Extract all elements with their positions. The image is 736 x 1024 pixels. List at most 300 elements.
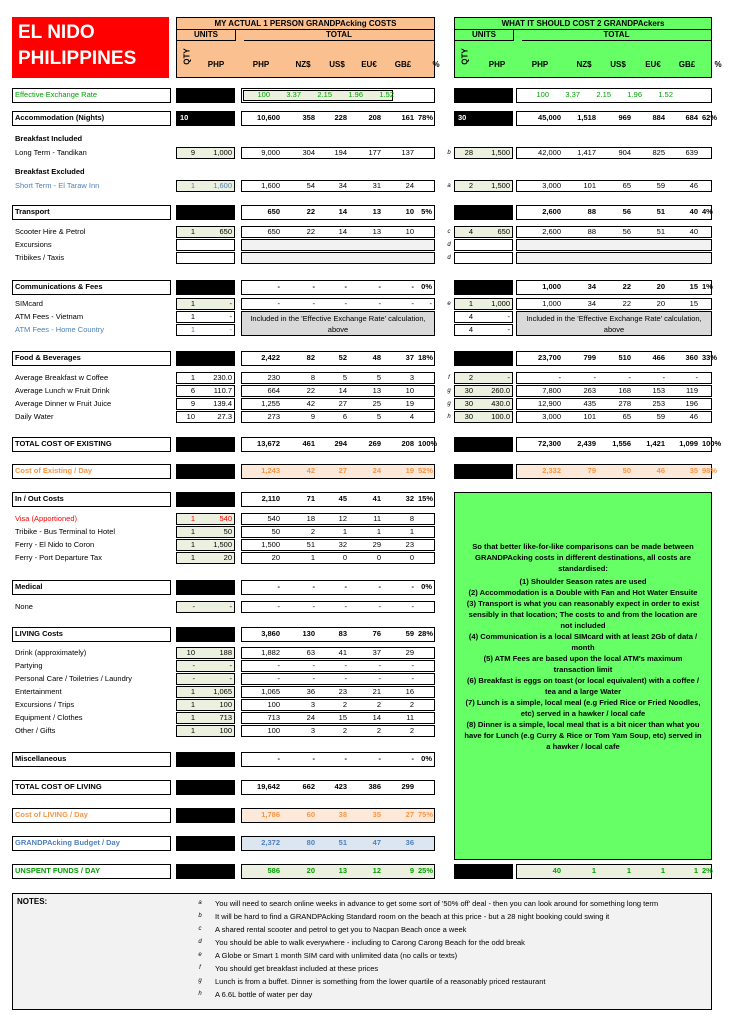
rate-black xyxy=(176,88,235,103)
cell-value: - xyxy=(312,661,315,670)
qty-black xyxy=(176,627,235,642)
qty-black-right xyxy=(454,437,513,452)
cell-value: 22 xyxy=(306,386,315,395)
php-value: 100 xyxy=(219,700,232,709)
cell-value: 299 xyxy=(401,782,414,791)
cell-value: 2,110 xyxy=(261,494,280,503)
column-header: % xyxy=(714,60,722,69)
php-value-right: - xyxy=(507,373,510,382)
cell-value: 1,099 xyxy=(679,439,698,448)
units-cell-right xyxy=(454,239,513,251)
qty-value: 1 xyxy=(190,713,195,722)
cell-value: - xyxy=(411,299,414,308)
cell-value: 65 xyxy=(622,412,631,421)
note-ref: f xyxy=(448,375,450,381)
cell-value: 101 xyxy=(583,412,596,421)
cell-value: 253 xyxy=(652,399,665,408)
note-text: A shared rental scooter and petrol to get you to Nacpan Beach once a week xyxy=(215,925,467,934)
note-text: You should get breakfast included at these prices xyxy=(215,964,379,973)
cell-value: - xyxy=(344,282,347,291)
qty-value: 1 xyxy=(190,527,195,536)
cell-value: - xyxy=(344,754,347,763)
cell-value: 1,417 xyxy=(577,148,596,157)
cell-value: - xyxy=(662,373,665,382)
cell-value: 80 xyxy=(306,838,315,847)
cell-value: 1,000 xyxy=(542,299,561,308)
cell-value: 3 xyxy=(409,373,414,382)
qty-value-right: 4 xyxy=(468,325,473,334)
row-label: Tribikes / Taxis xyxy=(15,253,65,262)
cell-value: 100% xyxy=(702,439,722,448)
row-label: Ferry - El Nido to Coron xyxy=(15,540,95,549)
cell-value: 119 xyxy=(686,386,698,395)
cell-value: 2 xyxy=(342,726,347,735)
column-header: PHP xyxy=(531,60,549,69)
row-label: SIMcard xyxy=(15,299,43,308)
php-value: 110.7 xyxy=(213,386,232,395)
qty-value: - xyxy=(192,674,195,683)
cell-value: - xyxy=(411,661,414,670)
cell-value: 59 xyxy=(405,629,414,638)
cell-value: 59 xyxy=(656,181,665,190)
qty-value-right: 30 xyxy=(464,399,473,408)
cell-value: 0 xyxy=(409,553,414,562)
cell-value: 52% xyxy=(418,466,434,475)
cell-value: 41 xyxy=(338,648,347,657)
column-header: NZ$ xyxy=(576,60,592,69)
note-key: g xyxy=(198,978,202,984)
section-label: LIVING Costs xyxy=(15,629,63,638)
cell-value: 38 xyxy=(338,810,347,819)
qty-value: 1 xyxy=(190,227,195,236)
qty-value-right: 4 xyxy=(468,312,473,321)
cell-value: - xyxy=(378,602,381,611)
cell-value: 2 xyxy=(310,527,315,536)
standard-rule: (3) Transport is what you can reasonably expect in order to exist sensibly in that location; The costs to and from the location are not included xyxy=(466,599,700,630)
cell-value: 27 xyxy=(338,399,347,408)
cell-value: 10,600 xyxy=(257,113,280,122)
cell-value: 72,300 xyxy=(538,439,561,448)
cell-value: 5 xyxy=(376,412,381,421)
cell-value: - xyxy=(378,754,381,763)
cell-value: 34 xyxy=(587,282,596,291)
cell-value: - xyxy=(277,582,280,591)
php-value: 139.4 xyxy=(213,399,232,408)
cell-value: 20 xyxy=(656,299,665,308)
php-value: 230.0 xyxy=(213,373,232,382)
cell-value: 194 xyxy=(334,148,347,157)
cell-value: 24 xyxy=(372,466,381,475)
note-ref: c xyxy=(447,229,451,235)
cell-value: - xyxy=(312,282,315,291)
cell-value: 16 xyxy=(405,687,414,696)
cell-value: - xyxy=(277,661,280,670)
cell-value: 228 xyxy=(334,113,347,122)
cell-value: 35 xyxy=(689,466,698,475)
cell-value: 161 xyxy=(401,113,414,122)
cell-value: 78% xyxy=(418,113,434,122)
cell-value: 21 xyxy=(372,687,381,696)
standardisation-box xyxy=(454,492,712,860)
cell-value: 50 xyxy=(271,527,280,536)
section-qty-right: 30 xyxy=(458,113,467,122)
cell-value: 1,556 xyxy=(612,439,631,448)
row-label: Personal Care / Toiletries / Laundry xyxy=(15,674,133,683)
cell-value: 41 xyxy=(372,494,381,503)
php-value: - xyxy=(229,299,232,308)
cell-value: 294 xyxy=(334,439,347,448)
php-value: 1,500 xyxy=(213,540,232,549)
cell-value: 650 xyxy=(267,207,280,216)
cell-value: 1,518 xyxy=(577,113,596,122)
units-label: UNITS xyxy=(177,29,236,41)
cell-value: 2,372 xyxy=(261,838,280,847)
note-ref: d xyxy=(447,255,451,261)
cell-value: 50 xyxy=(622,466,631,475)
cell-value: - xyxy=(312,582,315,591)
cell-value: 23,700 xyxy=(538,353,561,362)
php-value: - xyxy=(229,602,232,611)
note-key: h xyxy=(198,991,202,997)
cell-value: 32 xyxy=(405,494,414,503)
cell-value: 83 xyxy=(338,629,347,638)
cell-value: 3,860 xyxy=(261,629,280,638)
cell-value: 10 xyxy=(405,386,414,395)
cell-value: 62% xyxy=(702,113,718,122)
php-value: 1,000 xyxy=(213,148,232,157)
cell-value: 12 xyxy=(338,514,347,523)
cell-value: 1,000 xyxy=(542,282,561,291)
cell-value: 263 xyxy=(583,386,596,395)
cell-value: 56 xyxy=(622,227,631,236)
row-label: ATM Fees - Vietnam xyxy=(15,312,84,321)
cell-value: 540 xyxy=(267,514,280,523)
cell-value: - xyxy=(344,661,347,670)
cell-value: 662 xyxy=(302,782,315,791)
note-ref: g xyxy=(447,388,451,394)
qty-value: 1 xyxy=(190,514,195,523)
qty-value: 10 xyxy=(186,412,195,421)
note-key: b xyxy=(198,913,202,919)
php-value-right: 1,500 xyxy=(491,181,510,190)
cell-value: 8 xyxy=(409,514,414,523)
cell-value: - xyxy=(312,674,315,683)
cell-value: 24 xyxy=(405,181,414,190)
cell-value: 12,900 xyxy=(538,399,561,408)
cell-value: 15% xyxy=(418,494,434,503)
cell-value: 47 xyxy=(372,838,381,847)
cell-value: 2 xyxy=(409,700,414,709)
cell-value: 29 xyxy=(372,540,381,549)
cell-value: 18 xyxy=(306,514,315,523)
cell-value: 884 xyxy=(652,113,665,122)
column-header: PHP xyxy=(488,60,506,69)
standard-rule: So that better like-for-like comparisons can be made between GRANDPAcking costs in different destinations, all costs are standardised: xyxy=(472,542,694,573)
cell-value: 0% xyxy=(421,282,432,291)
cell-value: 36 xyxy=(405,838,414,847)
section-label: Cost of Existing / Day xyxy=(15,466,93,475)
section-label: UNSPENT FUNDS / DAY xyxy=(15,866,101,875)
cell-value: - xyxy=(593,373,596,382)
php-value: 188 xyxy=(219,648,232,657)
cell-value: 904 xyxy=(618,148,631,157)
section-label: Communications & Fees xyxy=(15,282,103,291)
qty-value: - xyxy=(192,602,195,611)
cell-value: - xyxy=(378,299,381,308)
row-label: Long Term - Tandikan xyxy=(15,148,87,157)
column-header: % xyxy=(432,60,440,69)
note-text: You will need to search online weeks in advance to get some sort of '50% off' deal - then you can look around for something long term xyxy=(215,899,659,908)
cell-value: - xyxy=(312,602,315,611)
title-banner xyxy=(12,17,169,78)
cell-value: 42,000 xyxy=(538,148,561,157)
row-label: Ferry - Port Departure Tax xyxy=(15,553,102,562)
cell-value: - xyxy=(277,282,280,291)
cell-value: 360 xyxy=(685,353,698,362)
cell-value: 5 xyxy=(342,373,347,382)
rate-value: 3.37 xyxy=(286,90,301,99)
cell-value: 2,600 xyxy=(542,227,561,236)
cell-value: 100 xyxy=(267,700,280,709)
qty-black xyxy=(176,205,235,220)
cell-value: 51 xyxy=(656,207,665,216)
cell-value: 22 xyxy=(622,282,631,291)
cell-value: 13,672 xyxy=(257,439,280,448)
cell-value: 25 xyxy=(372,399,381,408)
qty-value: 9 xyxy=(190,148,195,157)
qty-value-right: 1 xyxy=(468,299,473,308)
cell-value: - xyxy=(378,674,381,683)
row-label: None xyxy=(15,602,33,611)
cell-value: - xyxy=(344,582,347,591)
cell-value: 52 xyxy=(338,353,347,362)
cell-value: 15 xyxy=(338,713,347,722)
cell-value: 1,882 xyxy=(261,648,280,657)
cell-value: 2,332 xyxy=(542,466,561,475)
cell-value: 2,422 xyxy=(261,353,280,362)
cell-value: 82 xyxy=(306,353,315,362)
cell-value: - xyxy=(429,299,432,308)
section-label: Medical xyxy=(15,582,43,591)
cell-value: - xyxy=(411,754,414,763)
cell-value: 10 xyxy=(405,207,414,216)
cell-value: 100% xyxy=(418,439,438,448)
cell-value: 273 xyxy=(267,412,280,421)
cell-value: 14 xyxy=(338,227,347,236)
php-value: 540 xyxy=(219,514,232,523)
note-key: f xyxy=(199,965,201,971)
note-text: A 6.6L bottle of water per day xyxy=(215,990,313,999)
note-ref: g xyxy=(447,401,451,407)
php-value: - xyxy=(229,325,232,334)
cell-value: 31 xyxy=(372,181,381,190)
included-note: Included in the 'Effective Exchange Rate' calculation, above xyxy=(241,311,435,336)
row-label: Average Dinner w Fruit Juice xyxy=(15,399,112,408)
cell-value: 40 xyxy=(552,866,561,875)
cell-value: 2 xyxy=(376,700,381,709)
rate-value: 1.52 xyxy=(379,90,394,99)
cell-value: 51 xyxy=(656,227,665,236)
qty-col: QTY xyxy=(182,48,192,65)
qty-value: 9 xyxy=(190,399,195,408)
total-label-right: TOTAL xyxy=(522,29,711,41)
note-text: You should be able to walk everywhere - including to Carong Carong Beach for the odd break xyxy=(215,938,525,947)
standard-rule: (1) Shoulder Season rates are used xyxy=(519,577,647,586)
cell-value: 11 xyxy=(406,713,414,722)
cell-value: 2,600 xyxy=(542,207,561,216)
standard-rule: (6) Breakfast is eggs on toast (or local equivalent) with a coffee / tea and a large Water xyxy=(466,676,700,696)
units-cell xyxy=(176,252,235,264)
cell-value: 79 xyxy=(587,466,596,475)
cell-value: 1 xyxy=(409,527,414,536)
cell-value: 100 xyxy=(267,726,280,735)
qty-value: 1 xyxy=(190,553,195,562)
cell-value: 13 xyxy=(372,386,381,395)
cell-value: 230 xyxy=(267,373,280,382)
cell-value: 4 xyxy=(409,412,414,421)
cell-value: 34 xyxy=(338,181,347,190)
cell-value: 684 xyxy=(685,113,698,122)
qty-black xyxy=(176,864,235,879)
row-label: Partying xyxy=(15,661,43,670)
rate-value: 2.15 xyxy=(317,90,332,99)
row-label: Excursions xyxy=(15,240,52,249)
included-note-right: Included in the 'Effective Exchange Rate' calculation, above xyxy=(516,311,712,336)
notes-title: NOTES: xyxy=(17,897,48,906)
cell-value: 1 xyxy=(660,866,665,875)
qty-black-right xyxy=(454,280,513,295)
cell-value: 46 xyxy=(689,181,698,190)
qty-value-right: 30 xyxy=(464,412,473,421)
cell-value: 278 xyxy=(618,399,631,408)
cell-value: 23 xyxy=(338,687,347,696)
total-cell xyxy=(241,252,435,264)
row-label: Daily Water xyxy=(15,412,54,421)
cell-value: 130 xyxy=(302,629,315,638)
rate-value-right: 2.15 xyxy=(596,90,611,99)
column-header: US$ xyxy=(610,60,626,69)
cell-value: 3,000 xyxy=(542,181,561,190)
qty-value-right: 30 xyxy=(464,386,473,395)
qty-black xyxy=(176,808,235,823)
cell-value: 42 xyxy=(306,466,315,475)
qty-black-right xyxy=(454,351,513,366)
cell-value: 51 xyxy=(306,540,315,549)
cell-value: 40 xyxy=(689,227,698,236)
cell-value: 37 xyxy=(372,648,381,657)
cell-value: 32 xyxy=(338,540,347,549)
cell-value: 0% xyxy=(421,754,432,763)
cell-value: - xyxy=(558,373,561,382)
standard-rule: (5) ATM Fees are based upon the local ATM's maximum transaction limit xyxy=(483,654,683,674)
rate-value-right: 3.37 xyxy=(565,90,580,99)
cell-value: 208 xyxy=(368,113,381,122)
note-key: c xyxy=(198,926,202,932)
units-cell-right xyxy=(454,252,513,264)
php-value: 713 xyxy=(219,713,232,722)
cell-value: 0 xyxy=(376,553,381,562)
column-header: GB£ xyxy=(394,60,412,69)
cell-value: 6 xyxy=(342,412,347,421)
cell-value: 25% xyxy=(418,866,434,875)
cell-value: 168 xyxy=(618,386,631,395)
qty-black xyxy=(176,580,235,595)
cell-value: 27 xyxy=(338,466,347,475)
cell-value: 650 xyxy=(267,227,280,236)
units-cell xyxy=(176,239,235,251)
row-label: Short Term - El Taraw Inn xyxy=(15,181,100,190)
section-label: In / Out Costs xyxy=(15,494,64,503)
notes-box xyxy=(12,893,712,1010)
qty-value: 10 xyxy=(186,648,195,657)
cell-value: 713 xyxy=(267,713,280,722)
cell-value: - xyxy=(277,754,280,763)
note-text: It will be hard to find a GRANDPAcking Standard room on the beach at this price - but a 28 night booking could swing it xyxy=(215,912,610,921)
qty-value-right: 28 xyxy=(464,148,473,157)
qty-value-right: 2 xyxy=(468,181,473,190)
section-label: Cost of LIVING / Day xyxy=(15,810,88,819)
cell-value: 42 xyxy=(306,399,315,408)
cell-value: 22 xyxy=(306,207,315,216)
rate-value: 1.96 xyxy=(348,90,363,99)
cell-value: 76 xyxy=(372,629,381,638)
php-value: 100 xyxy=(219,726,232,735)
cell-value: 304 xyxy=(302,148,315,157)
cell-value: 1,243 xyxy=(261,466,280,475)
rate-value-right: 1.52 xyxy=(658,90,673,99)
cell-value: 101 xyxy=(583,181,596,190)
cell-value: - xyxy=(411,602,414,611)
cell-value: 14 xyxy=(338,386,347,395)
total-cell-right xyxy=(516,252,712,264)
cell-value: 1 xyxy=(693,866,698,875)
cell-value: 60 xyxy=(306,810,315,819)
row-label: ATM Fees - Home Country xyxy=(15,325,105,334)
row-label: Average Lunch w Fruit Drink xyxy=(15,386,110,395)
php-value: 1,065 xyxy=(213,687,232,696)
cell-value: 45,000 xyxy=(538,113,561,122)
cell-value: 2 xyxy=(342,700,347,709)
cell-value: - xyxy=(312,299,315,308)
cell-value: 19 xyxy=(405,466,414,475)
cell-value: 0 xyxy=(342,553,347,562)
standard-rule: (4) Communication is a local SIMcard with at least 2Gb of data / month xyxy=(468,632,698,652)
php-value-right: 260.0 xyxy=(491,386,510,395)
cell-value: 358 xyxy=(302,113,315,122)
cell-value: 19,642 xyxy=(257,782,280,791)
cell-value: 7,800 xyxy=(542,386,561,395)
cell-value: 10 xyxy=(405,227,414,236)
note-ref: a xyxy=(447,183,451,189)
cell-value: 46 xyxy=(689,412,698,421)
qty-value: 1 xyxy=(190,700,195,709)
qty-value: - xyxy=(192,661,195,670)
cell-value: 435 xyxy=(583,399,596,408)
cell-value: 9 xyxy=(409,866,414,875)
cell-value: 63 xyxy=(306,648,315,657)
cell-value: 54 xyxy=(306,181,315,190)
cell-value: 88 xyxy=(587,227,596,236)
cell-value: - xyxy=(378,582,381,591)
cell-value: 22 xyxy=(622,299,631,308)
cell-value: 20 xyxy=(306,866,315,875)
section-label: Transport xyxy=(15,207,50,216)
section-label: Food & Beverages xyxy=(15,353,81,362)
cell-value: 13 xyxy=(338,866,347,875)
php-value: 650 xyxy=(219,227,232,236)
cell-value: 23 xyxy=(405,540,414,549)
cell-value: 98% xyxy=(702,466,718,475)
